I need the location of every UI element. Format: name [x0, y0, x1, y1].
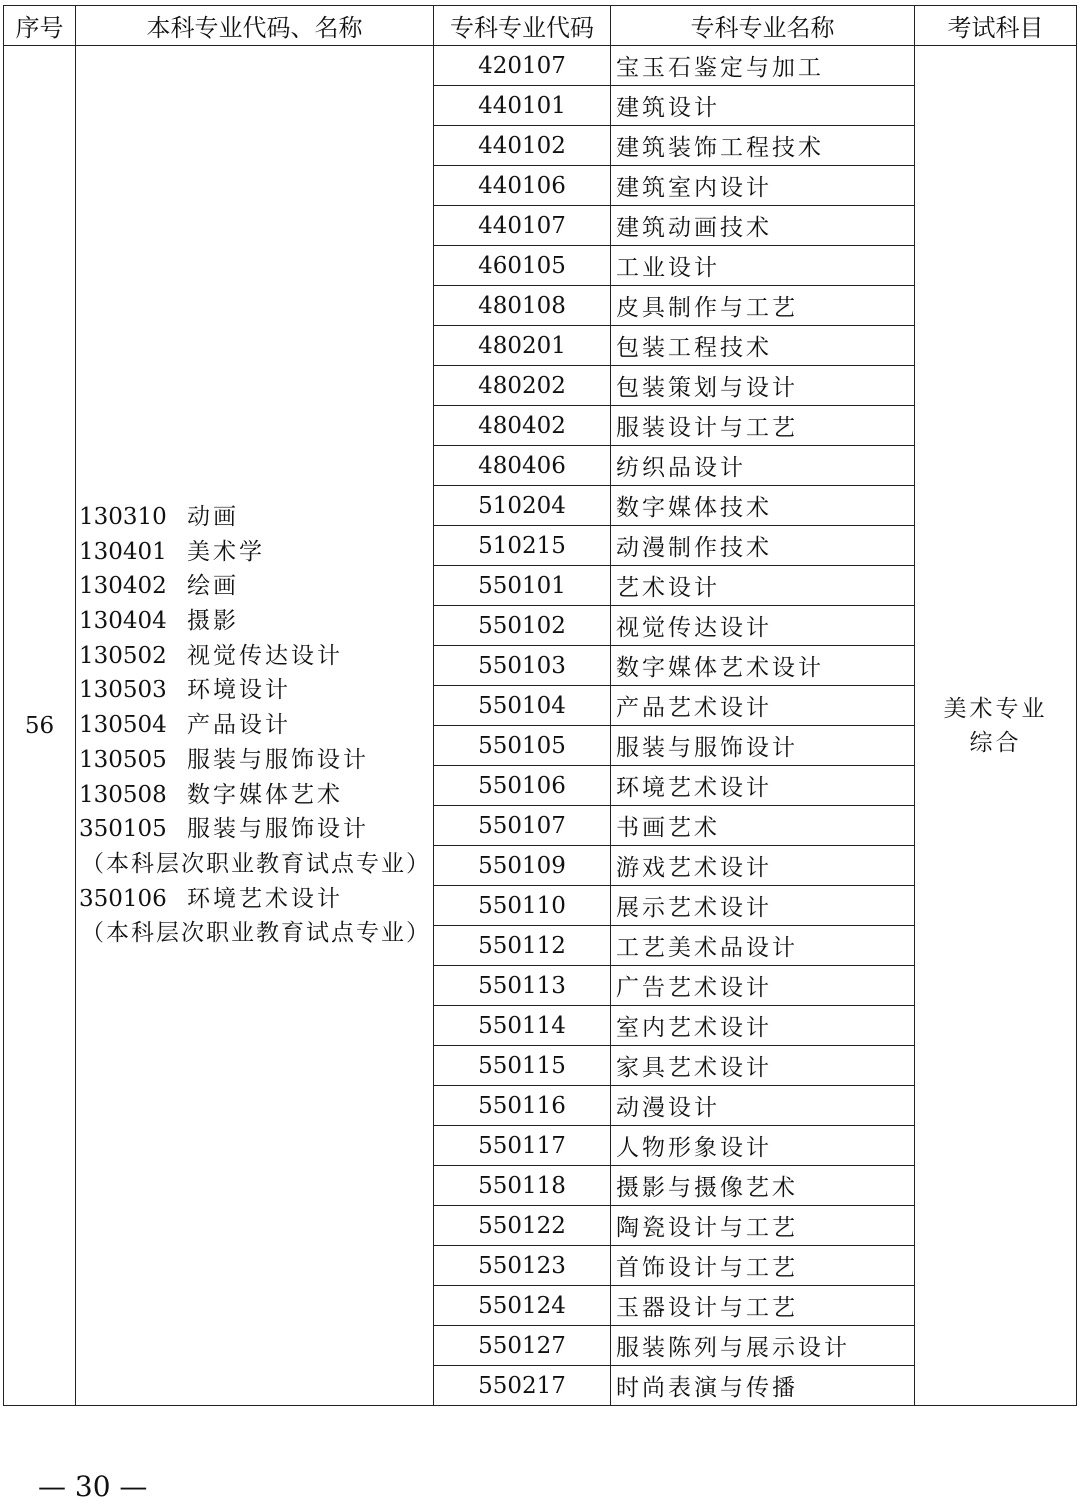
benke-major-name: 视觉传达设计 — [187, 642, 343, 669]
benke-major-name: 摄影 — [187, 608, 239, 635]
benke-major-name: 数字媒体艺术 — [187, 781, 343, 808]
zhuanke-code: 440101 — [434, 86, 611, 126]
zhuanke-name: 皮具制作与工艺 — [611, 286, 915, 326]
benke-major-item — [79, 673, 433, 708]
zhuanke-name: 数字媒体艺术设计 — [611, 646, 915, 686]
benke-major-code: 130402 — [79, 573, 167, 600]
zhuanke-name: 服装陈列与展示设计 — [611, 1326, 915, 1366]
benke-major-name: 产品设计 — [187, 712, 291, 739]
benke-major-list — [76, 500, 433, 951]
zhuanke-code: 550110 — [434, 886, 611, 926]
zhuanke-code: 480201 — [434, 326, 611, 366]
header-zhuanke-code: 专科专业代码 — [434, 6, 611, 46]
exam-subject-line: 美术专业 — [943, 695, 1048, 722]
zhuanke-name: 数字媒体技术 — [611, 486, 915, 526]
zhuanke-name: 玉器设计与工艺 — [611, 1286, 915, 1326]
zhuanke-name: 首饰设计与工艺 — [611, 1246, 915, 1286]
zhuanke-code: 550106 — [434, 766, 611, 806]
benke-major-item — [79, 812, 433, 847]
benke-major-name: 美术学 — [187, 538, 265, 565]
zhuanke-code: 550105 — [434, 726, 611, 766]
zhuanke-name: 建筑装饰工程技术 — [611, 126, 915, 166]
zhuanke-name: 环境艺术设计 — [611, 766, 915, 806]
zhuanke-name: 建筑室内设计 — [611, 166, 915, 206]
benke-major-item — [79, 639, 433, 674]
zhuanke-code: 460105 — [434, 246, 611, 286]
zhuanke-name: 建筑动画技术 — [611, 206, 915, 246]
zhuanke-code: 550114 — [434, 1006, 611, 1046]
zhuanke-code: 550115 — [434, 1046, 611, 1086]
benke-major-name: 环境艺术设计 — [187, 885, 343, 912]
zhuanke-name: 艺术设计 — [611, 566, 915, 606]
table-body — [4, 46, 1077, 1406]
zhuanke-name: 工业设计 — [611, 246, 915, 286]
zhuanke-code: 550124 — [434, 1286, 611, 1326]
zhuanke-name: 服装与服饰设计 — [611, 726, 915, 766]
benke-major-item — [79, 535, 433, 570]
zhuanke-code: 510204 — [434, 486, 611, 526]
zhuanke-code: 550113 — [434, 966, 611, 1006]
zhuanke-name: 建筑设计 — [611, 86, 915, 126]
benke-major-item — [79, 604, 433, 639]
zhuanke-code: 550103 — [434, 646, 611, 686]
zhuanke-code: 550117 — [434, 1126, 611, 1166]
zhuanke-code: 550102 — [434, 606, 611, 646]
benke-major-code: 130310 — [79, 504, 167, 531]
zhuanke-name: 工艺美术品设计 — [611, 926, 915, 966]
benke-major-code: 130502 — [79, 642, 167, 669]
benke-major-code: 350105 — [79, 816, 167, 843]
benke-major-item — [79, 743, 433, 778]
zhuanke-name: 纺织品设计 — [611, 446, 915, 486]
zhuanke-name: 室内艺术设计 — [611, 1006, 915, 1046]
zhuanke-name: 视觉传达设计 — [611, 606, 915, 646]
zhuanke-code: 440102 — [434, 126, 611, 166]
benke-major-code: 130508 — [79, 781, 167, 808]
zhuanke-name: 游戏艺术设计 — [611, 846, 915, 886]
benke-major-name: 服装与服饰设计 — [187, 816, 369, 843]
zhuanke-code: 550118 — [434, 1166, 611, 1206]
header-seq: 序号 — [4, 6, 76, 46]
benke-major-name: 动画 — [187, 504, 239, 531]
benke-major-item — [79, 500, 433, 535]
zhuanke-code: 480108 — [434, 286, 611, 326]
benke-major-item — [79, 569, 433, 604]
zhuanke-code: 550116 — [434, 1086, 611, 1126]
zhuanke-code: 550101 — [434, 566, 611, 606]
header-benke: 本科专业代码、名称 — [76, 6, 434, 46]
zhuanke-code: 510215 — [434, 526, 611, 566]
zhuanke-code: 550104 — [434, 686, 611, 726]
seq-number: 56 — [4, 46, 76, 1406]
zhuanke-code: 550112 — [434, 926, 611, 966]
benke-major-name: 绘画 — [187, 573, 239, 600]
zhuanke-code: 440107 — [434, 206, 611, 246]
zhuanke-name: 人物形象设计 — [611, 1126, 915, 1166]
benke-major-item — [79, 708, 433, 743]
benke-major-name: 环境设计 — [187, 677, 291, 704]
zhuanke-code: 550122 — [434, 1206, 611, 1246]
zhuanke-name: 包装策划与设计 — [611, 366, 915, 406]
zhuanke-code: 420107 — [434, 46, 611, 86]
benke-major-code: 350106 — [79, 885, 167, 912]
benke-major-code: 130505 — [79, 746, 167, 773]
zhuanke-name: 陶瓷设计与工艺 — [611, 1206, 915, 1246]
benke-major-item — [79, 882, 433, 917]
zhuanke-name: 宝玉石鉴定与加工 — [611, 46, 915, 86]
table-row — [4, 46, 1077, 86]
zhuanke-code: 480402 — [434, 406, 611, 446]
table-header-row — [4, 6, 1077, 46]
zhuanke-name: 时尚表演与传播 — [611, 1366, 915, 1406]
header-subject: 考试科目 — [915, 6, 1077, 46]
zhuanke-name: 包装工程技术 — [611, 326, 915, 366]
zhuanke-code: 550107 — [434, 806, 611, 846]
benke-major-item — [79, 778, 433, 813]
zhuanke-code: 480202 — [434, 366, 611, 406]
benke-major-cell — [76, 46, 434, 1406]
benke-major-code: 130404 — [79, 608, 167, 635]
zhuanke-name: 书画艺术 — [611, 806, 915, 846]
zhuanke-name: 服装设计与工艺 — [611, 406, 915, 446]
major-table — [3, 5, 1077, 1406]
benke-major-note: （本科层次职业教育试点专业） — [81, 850, 431, 877]
benke-major-code: 130503 — [79, 677, 167, 704]
zhuanke-code: 550109 — [434, 846, 611, 886]
zhuanke-name: 广告艺术设计 — [611, 966, 915, 1006]
zhuanke-code: 480406 — [434, 446, 611, 486]
page-number: — 30 — — [38, 1470, 148, 1503]
zhuanke-code: 550217 — [434, 1366, 611, 1406]
zhuanke-name: 产品艺术设计 — [611, 686, 915, 726]
zhuanke-name: 动漫设计 — [611, 1086, 915, 1126]
benke-major-note: （本科层次职业教育试点专业） — [81, 920, 431, 947]
zhuanke-code: 550123 — [434, 1246, 611, 1286]
major-table-sheet — [3, 5, 1076, 1425]
zhuanke-name: 动漫制作技术 — [611, 526, 915, 566]
header-zhuanke-name: 专科专业名称 — [611, 6, 915, 46]
exam-subject — [915, 46, 1077, 1406]
benke-major-code: 130504 — [79, 712, 167, 739]
zhuanke-name: 展示艺术设计 — [611, 886, 915, 926]
exam-subject-line: 综合 — [969, 729, 1022, 756]
benke-major-name: 服装与服饰设计 — [187, 746, 369, 773]
benke-major-code: 130401 — [79, 538, 167, 565]
zhuanke-code: 550127 — [434, 1326, 611, 1366]
zhuanke-name: 摄影与摄像艺术 — [611, 1166, 915, 1206]
zhuanke-code: 440106 — [434, 166, 611, 206]
zhuanke-name: 家具艺术设计 — [611, 1046, 915, 1086]
